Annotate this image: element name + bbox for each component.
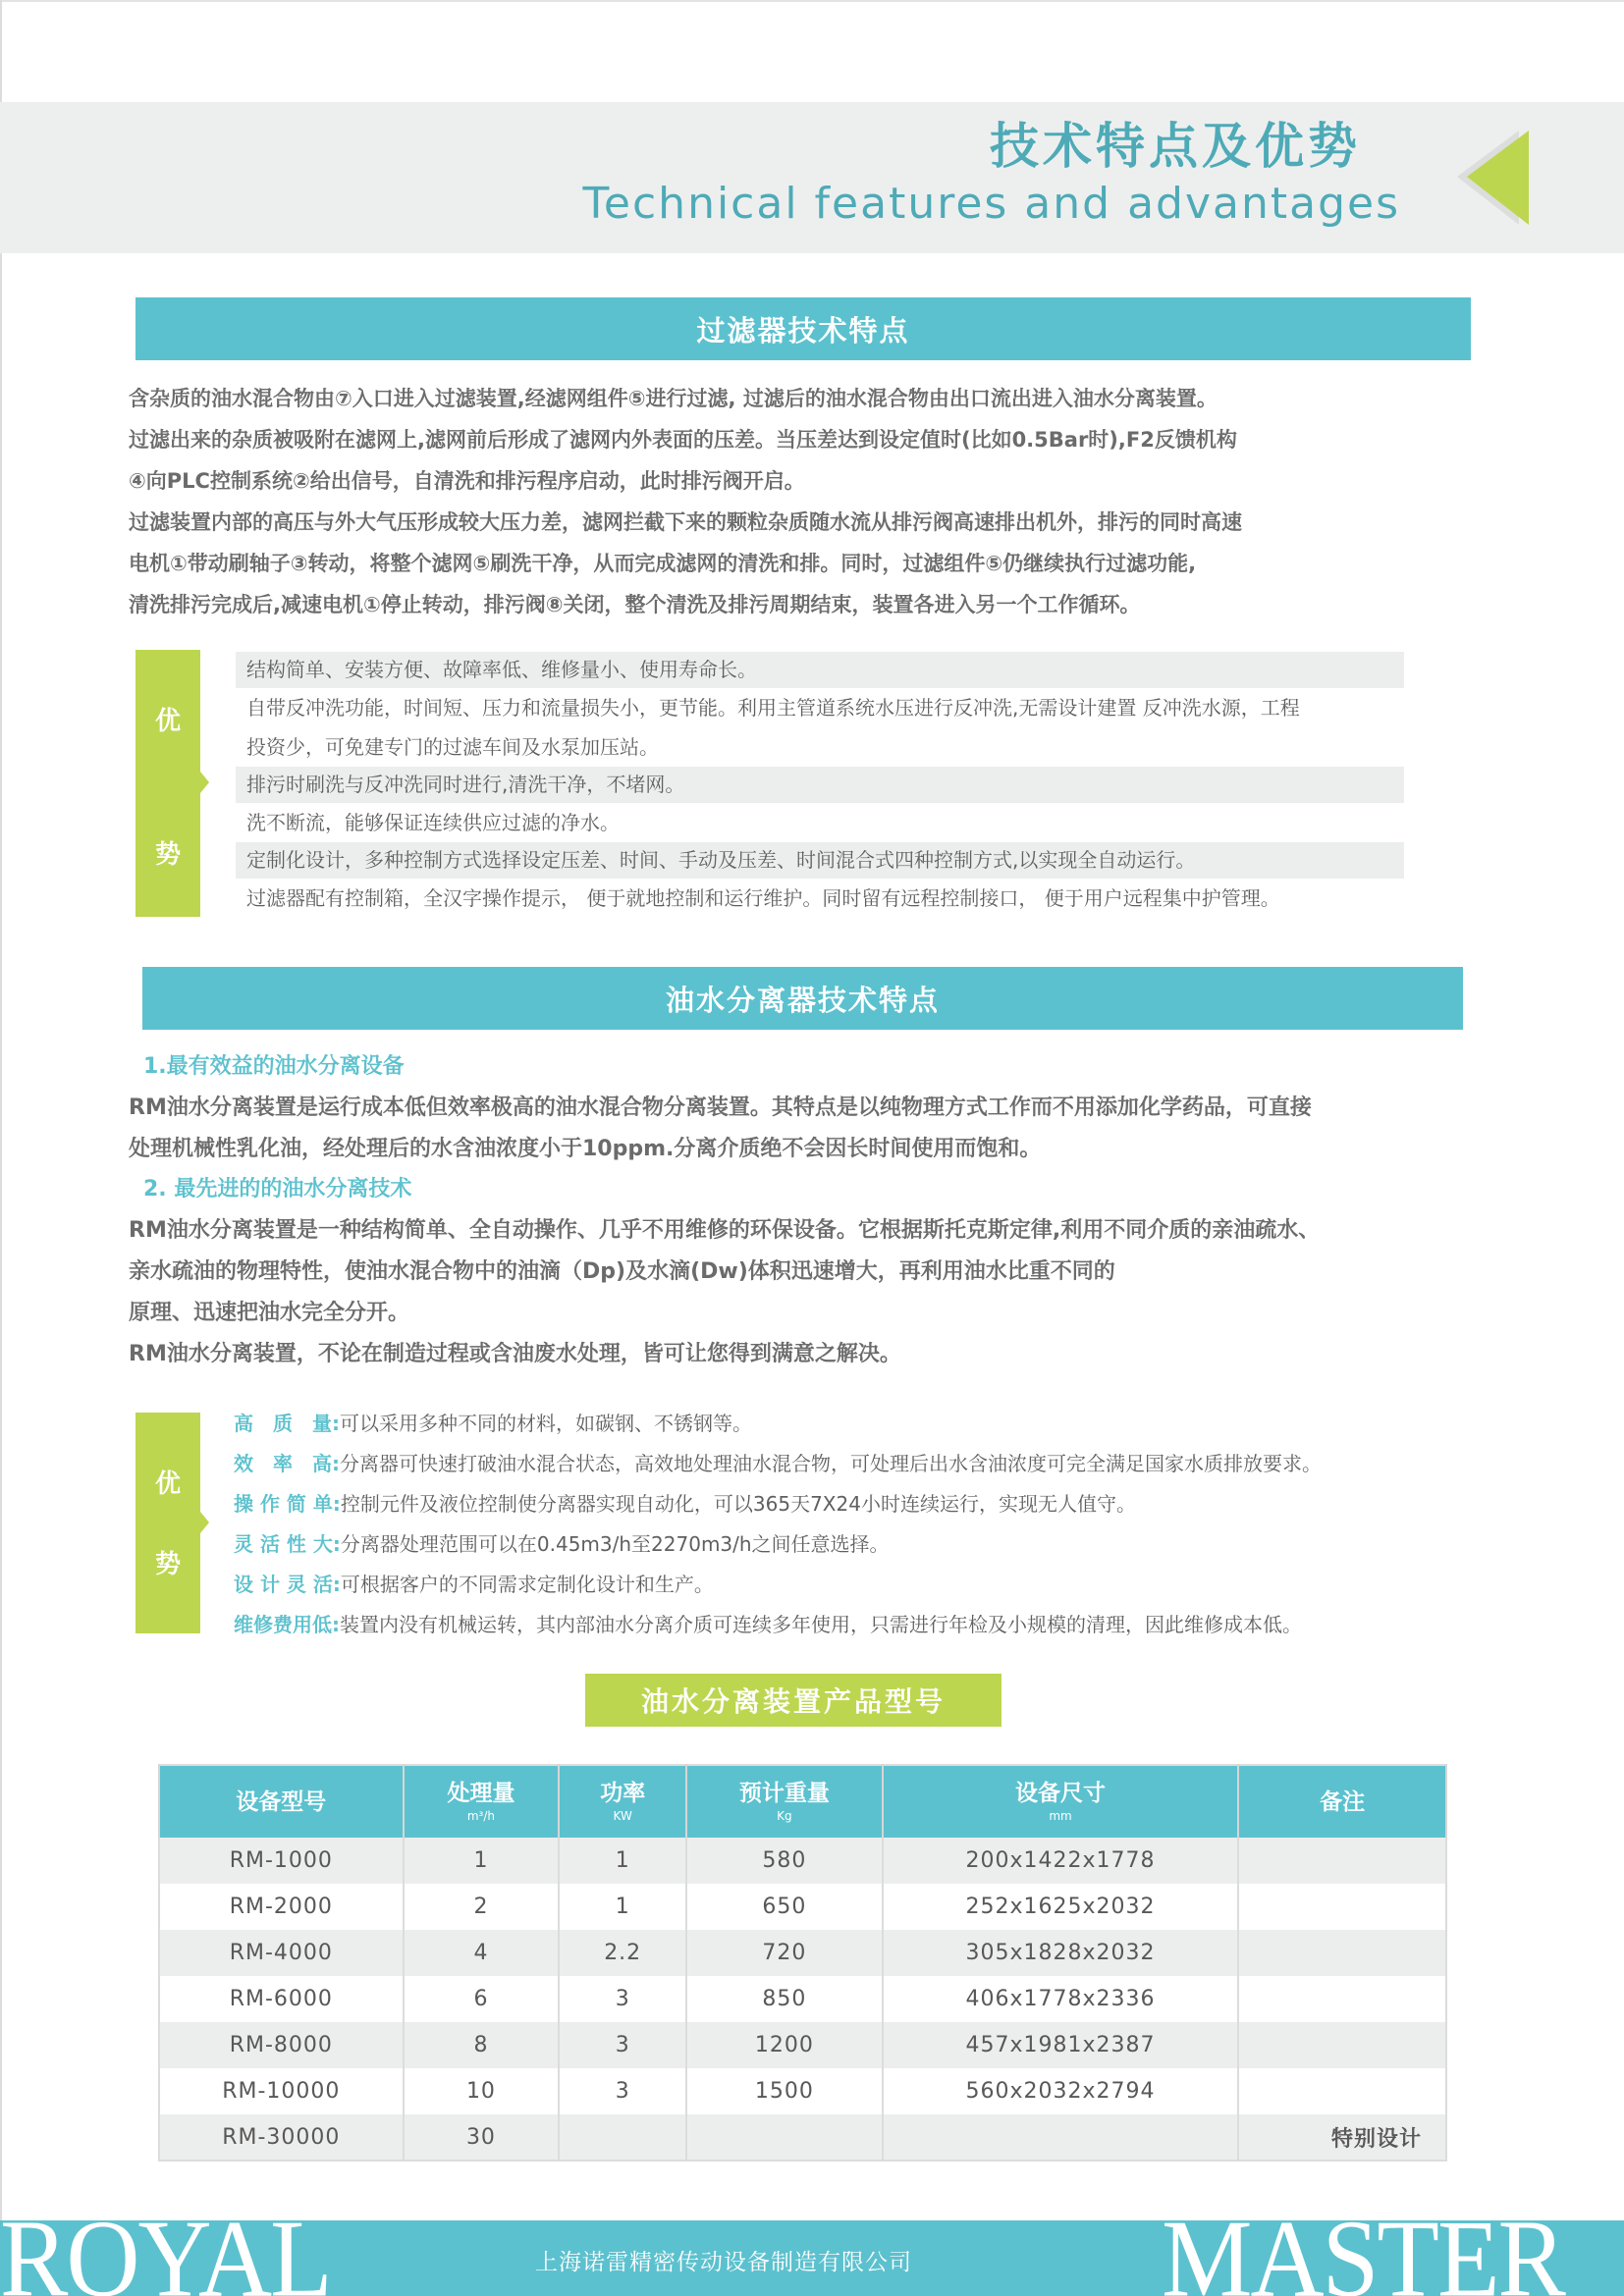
paragraph-line: ④向PLC控制系统②给出信号，自清洗和排污程序启动，此时排污阀开启。	[129, 469, 805, 493]
column-header-notes: 备注	[1238, 1765, 1446, 1838]
cell-model: RM-30000	[159, 2114, 404, 2161]
advantage-key: 高 质 量:	[234, 1412, 340, 1435]
cell-weight: 720	[686, 1930, 883, 1976]
page-border-top	[0, 0, 1624, 2]
page-title-cn: 技术特点及优势	[990, 118, 1361, 175]
column-header-weight: 预计重量 Kg	[686, 1765, 883, 1838]
cell-power: 2.2	[559, 1930, 686, 1976]
cell-notes	[1238, 1930, 1446, 1976]
cell-power: 3	[559, 2022, 686, 2068]
advantage-value: 可根据客户的不同需求定制化设计和生产。	[340, 1573, 714, 1596]
cell-notes	[1238, 2022, 1446, 2068]
cell-weight: 850	[686, 1976, 883, 2022]
paragraph-line: 电机①带动刷轴子③转动，将整个滤网⑤刷洗干净，从而完成滤网的清洗和排。同时，过滤组件⑤仍继续执行过滤功能,	[129, 552, 1197, 575]
advantage-item: 过滤器配有控制箱，全汉字操作提示， 便于就地控制和运行维护。同时留有远程控制接口， 便于用户远程集中护管理。	[246, 886, 1280, 910]
cell-capacity: 1	[404, 1838, 560, 1884]
paragraph-line: 过滤装置内部的高压与外大气压形成较大压力差，滤网拦截下来的颗粒杂质随水流从排污阀高速排出机外，排污的同时高速	[129, 510, 1242, 534]
table-row	[159, 1884, 1446, 1930]
subheading-2: 2. 最先进的的油水分离技术	[143, 1177, 412, 1201]
paragraph-line: RM油水分离装置是运行成本低但效率极高的油水混合物分离装置。其特点是以纯物理方式工作而不用添加化学药品，可直接	[129, 1095, 1312, 1120]
badge-char: 势	[154, 1550, 181, 1579]
advantages-badge-filter	[135, 650, 200, 917]
cell-dimensions: 560x2032x2794	[883, 2068, 1239, 2114]
footer-brand-left: ROYAL	[0, 2198, 331, 2296]
badge-char: 优	[154, 707, 181, 736]
table-row	[159, 2022, 1446, 2068]
table-row	[159, 1976, 1446, 2022]
cell-weight: 1200	[686, 2022, 883, 2068]
separator-description-1	[129, 1088, 1312, 1170]
filter-description	[129, 378, 1242, 625]
advantage-key: 维修费用低:	[234, 1613, 340, 1636]
cell-model: RM-4000	[159, 1930, 404, 1976]
advantage-item	[234, 1444, 1322, 1484]
badge-char: 势	[154, 840, 181, 870]
cell-dimensions: 457x1981x2387	[883, 2022, 1239, 2068]
advantage-item: 定制化设计，多种控制方式选择设定压差、时间、手动及压差、时间混合式四种控制方式,以实现全自动运行。	[236, 842, 1404, 879]
product-spec-table	[158, 1764, 1447, 2162]
cell-power: 1	[559, 1838, 686, 1884]
paragraph-line: RM油水分离装置是一种结构简单、全自动操作、几乎不用维修的环保设备。它根据斯托克斯定律,利用不同介质的亲油疏水、	[129, 1218, 1321, 1243]
cell-model: RM-8000	[159, 2022, 404, 2068]
cell-notes	[1238, 1976, 1446, 2022]
advantage-value: 可以采用多种不同的材料，如碳钢、不锈钢等。	[340, 1412, 752, 1435]
cell-dimensions: 252x1625x2032	[883, 1884, 1239, 1930]
table-row	[159, 2068, 1446, 2114]
cell-notes	[1238, 2068, 1446, 2114]
cell-model: RM-1000	[159, 1838, 404, 1884]
separator-advantages-list	[234, 1404, 1322, 1645]
left-triangle-icon	[1453, 131, 1547, 225]
cell-capacity: 8	[404, 2022, 560, 2068]
advantage-item	[234, 1484, 1322, 1524]
cell-dimensions	[883, 2114, 1239, 2161]
advantage-value: 装置内没有机械运转，其内部油水分离介质可连续多年使用，只需进行年检及小规模的清理，因此维修成本低。	[340, 1613, 1302, 1636]
paragraph-line: 原理、迅速把油水完全分开。	[129, 1301, 410, 1325]
cell-model: RM-10000	[159, 2068, 404, 2114]
cell-power: 3	[559, 2068, 686, 2114]
paragraph-line: RM油水分离装置，不论在制造过程或含油废水处理，皆可让您得到满意之解决。	[129, 1342, 901, 1366]
advantages-badge-separator	[135, 1413, 200, 1633]
column-header-power: 功率 KW	[559, 1765, 686, 1838]
footer-company-name: 上海诺雷精密传动设备制造有限公司	[535, 2250, 912, 2275]
cell-notes: 特别设计	[1238, 2114, 1446, 2161]
cell-dimensions: 406x1778x2336	[883, 1976, 1239, 2022]
cell-capacity: 30	[404, 2114, 560, 2161]
paragraph-line: 处理机械性乳化油，经处理后的水含油浓度小于10ppm.分离介质绝不会因长时间使用而饱和。	[129, 1137, 1042, 1161]
cell-weight: 1500	[686, 2068, 883, 2114]
advantage-item: 洗不断流，能够保证连续供应过滤的净水。	[246, 811, 620, 834]
cell-capacity: 2	[404, 1884, 560, 1930]
subheading-1: 1.最有效益的油水分离设备	[143, 1054, 405, 1079]
paragraph-line: 清洗排污完成后,减速电机①停止转动，排污阀⑧关闭，整个清洗及排污周期结束，装置各进入另一个工作循环。	[129, 593, 1141, 616]
advantage-item: 投资少，可免建专门的过滤车间及水泵加压站。	[246, 735, 659, 759]
advantage-value: 控制元件及液位控制使分离器实现自动化，可以365天7X24小时连续运行，实现无人值守。	[340, 1492, 1136, 1516]
cell-dimensions: 305x1828x2032	[883, 1930, 1239, 1976]
cell-weight	[686, 2114, 883, 2161]
section-title-separator: 油水分离器技术特点	[142, 967, 1463, 1030]
cell-power: 1	[559, 1884, 686, 1930]
cell-dimensions: 200x1422x1778	[883, 1838, 1239, 1884]
cell-capacity: 10	[404, 2068, 560, 2114]
advantage-key: 设 计 灵 活:	[234, 1573, 341, 1596]
badge-notch-icon	[200, 1512, 209, 1533]
cell-weight: 580	[686, 1838, 883, 1884]
badge-notch-icon	[200, 772, 209, 793]
table-row	[159, 1930, 1446, 1976]
cell-model: RM-2000	[159, 1884, 404, 1930]
page-border-left	[0, 0, 2, 2296]
cell-weight: 650	[686, 1884, 883, 1930]
advantage-value: 分离器可快速打破油水混合状态，高效地处理油水混合物，可处理后出水含油浓度可完全满足国家水质排放要求。	[340, 1452, 1322, 1475]
advantage-key: 操 作 简 单:	[234, 1492, 341, 1516]
cell-capacity: 4	[404, 1930, 560, 1976]
advantage-item: 自带反冲洗功能，时间短、压力和流量损失小，更节能。利用主管道系统水压进行反冲洗,无需设计建置 反冲洗水源，工程	[246, 696, 1300, 720]
advantage-item: 结构简单、安装方便、故障率低、维修量小、使用寿命长。	[236, 652, 1404, 688]
paragraph-line: 含杂质的油水混合物由⑦入口进入过滤装置,经滤网组件⑤进行过滤, 过滤后的油水混合物由出口流出进入油水分离装置。	[129, 387, 1218, 410]
product-models-title: 油水分离装置产品型号	[585, 1674, 1001, 1727]
column-header-capacity: 处理量 m³/h	[404, 1765, 560, 1838]
cell-notes	[1238, 1838, 1446, 1884]
paragraph-line: 亲水疏油的物理特性，使油水混合物中的油滴（Dp)及水滴(Dw)体积迅速增大，再利用油水比重不同的	[129, 1259, 1115, 1284]
advantage-key: 灵 活 性 大:	[234, 1532, 341, 1556]
advantage-key: 效 率 高:	[234, 1452, 340, 1475]
table-row	[159, 2114, 1446, 2161]
cell-capacity: 6	[404, 1976, 560, 2022]
footer-brand-right: MASTER	[1162, 2198, 1564, 2296]
section-title-filter: 过滤器技术特点	[135, 297, 1471, 360]
cell-power: 3	[559, 1976, 686, 2022]
advantage-value: 分离器处理范围可以在0.45m3/h至2270m3/h之间任意选择。	[340, 1532, 890, 1556]
advantage-item	[234, 1605, 1322, 1645]
filter-advantages-list	[236, 652, 1404, 918]
advantage-item	[234, 1524, 1322, 1565]
cell-model: RM-6000	[159, 1976, 404, 2022]
column-header-dimensions: 设备尺寸 mm	[883, 1765, 1239, 1838]
cell-notes	[1238, 1884, 1446, 1930]
advantage-item	[234, 1404, 1322, 1444]
advantage-item: 排污时刷洗与反冲洗同时进行,清洗干净，不堵网。	[236, 767, 1404, 803]
table-row	[159, 1838, 1446, 1884]
separator-description-2	[129, 1210, 1320, 1375]
page-title-en: Technical features and advantages	[582, 179, 1400, 229]
advantage-item	[234, 1565, 1322, 1605]
cell-power	[559, 2114, 686, 2161]
table-header-row	[159, 1765, 1446, 1838]
column-header-model: 设备型号	[159, 1765, 404, 1838]
badge-char: 优	[154, 1469, 181, 1499]
paragraph-line: 过滤出来的杂质被吸附在滤网上,滤网前后形成了滤网内外表面的压差。当压差达到设定值时(比如0.5Bar时),F2反馈机构	[129, 428, 1237, 452]
